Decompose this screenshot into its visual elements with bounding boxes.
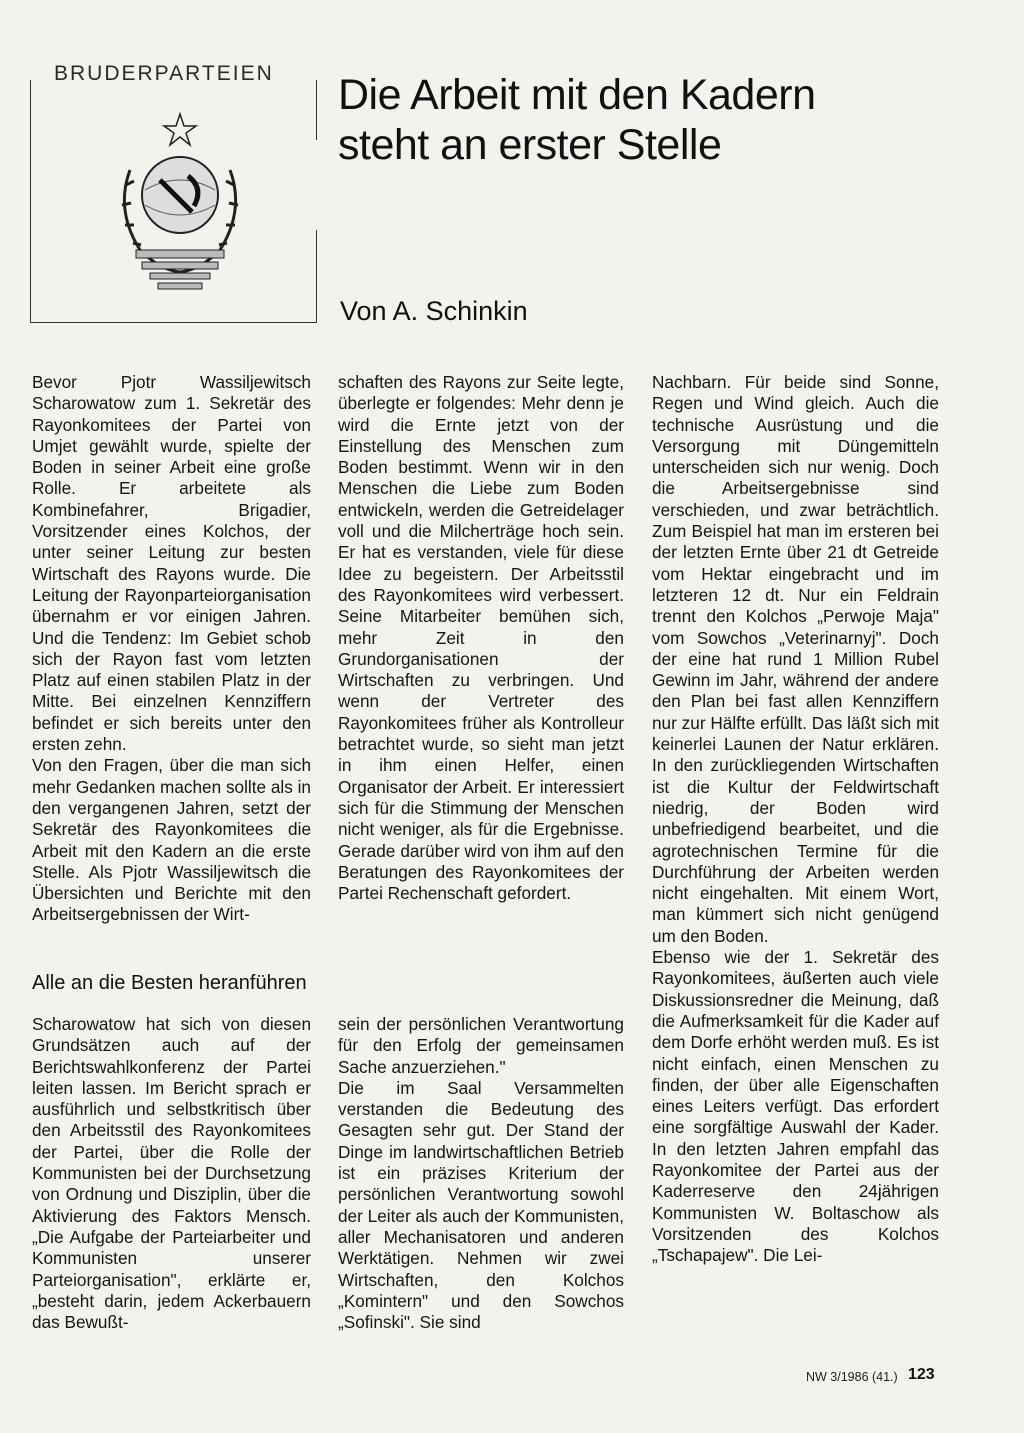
headline-line-1: Die Arbeit mit den Kadern [338,71,816,119]
issue-label: NW 3/1986 (41.) [806,1370,898,1384]
page-number: 123 [908,1366,935,1383]
section-label: BRUDERPARTEIEN [50,62,278,86]
headline-line-2: steht an erster Stelle [338,121,722,169]
byline: Von A. Schinkin [340,296,528,326]
paragraph: Nachbarn. Für beide sind Sonne, Regen und Wind gleich. Auch die technische Ausrüstung und die Versorgung mit Düngemitteln unterscheiden sich nur wenig. Doch die Arbeitsergebnisse sind verschieden, und zwar beträchtlich. Zum Beispiel hat man im ersteren bei der letzten Ernte über 21 dt Getreide vom Hektar eingebracht und im letzteren 12 dt. Nur ein Feldrain trennt den Kolchos „Perwoje Maja" vom Sowchos „Veterinarnyj". Doch der eine hat rund 1 Million Rubel Gewinn im Jahr, während der andere den Plan bei fast allen Kennziffern nur zur Hälfte erfüllt. Das läßt sich mit keinerlei Launen der Natur erklären. In den zurückliegenden Wirtschaften ist die Kultur der Feldwirtschaft niedrig, der Boden wird unbefriedigend bearbeitet, und die agrotechnischen Termine für die Durchführung der Arbeiten werden nicht eingehalten. Mit einem Wort, man kümmert sich nicht genügend um den Boden. [652,372,939,946]
column-2-lower [338,1014,624,1333]
column-3 [652,372,939,1266]
frame-edge [316,80,317,140]
column-1-lower [32,1014,311,1333]
paragraph: Ebenso wie der 1. Sekretär des Rayonkomitees, äußerten auch viele Diskussionsredner die Meinung, daß die Aufmerksamkeit für die Kader auf dem Dorfe erhöht werden muß. Es ist nicht einfach, einen Menschen zu finden, der über alle Eigenschaften eines Leiters verfügt. Das erfordert eine sorgfältige Auswahl der Kader. In den letzten Jahren empfahl das Rayonkomitee der Partei aus der Kaderreserve den 24jährigen Kommunisten W. Boltaschow als Vorsitzenden des Kolchos „Tschapajew". Die Lei- [652,947,939,1266]
paragraph: Scharowatow hat sich von diesen Grundsätzen auch auf der Berichtswahlkonferenz der Partei leiten lassen. Im Bericht sprach er ausführlich und selbstkritisch über den Arbeitsstil des Rayonkomitees der Partei, über die Rolle der Kommunisten bei der Durchsetzung von Ordnung und Disziplin, über die Aktivierung des Faktors Mensch. „Die Aufgabe der Parteiarbeiter und Kommunisten unserer Parteiorganisation", erklärte er, „besteht darin, jedem Ackerbauern das Bewußt- [32,1014,311,1333]
paragraph: Bevor Pjotr Wassiljewitsch Scharowatow zum 1. Sekretär des Rayonkomitees der Partei von Umjet gewählt wurde, spielte der Boden in seiner Arbeit eine große Rolle. Er arbeitete als Kombinefahrer, Brigadier, Vorsitzender eines Kolchos, der unter seiner Leitung zur besten Wirtschaft des Rayons wurde. Die Leitung der Rayonparteiorganisation übernahm er vor einigen Jahren. Und die Tendenz: Im Gebiet schob sich der Rayon fast vom letzten Platz auf einen stabilen Platz in der Mitte. Bei einzelnen Kennziffern befindet er sich bereits unter den ersten zehn. [32,372,311,755]
paragraph: Die im Saal Versammelten verstanden die Bedeutung des Gesagten sehr gut. Der Stand der Dinge im landwirtschaftlichen Betrieb ist ein präzises Kriterium der persönlichen Verantwortung sowohl der Leiter als auch der Kommunisten, aller Mechanisatoren und anderen Werktätigen. Nehmen wir zwei Wirtschaften, den Kolchos „Komintern" und den Sowchos „Sofinski". Sie sind [338,1077,624,1333]
paragraph: schaften des Rayons zur Seite legte, überlegte er folgendes: Mehr denn je wird die Ernte jetzt von der Einstellung des Menschen zum Boden bestimmt. Wenn wir in den Menschen die Liebe zum Boden entwickeln, werden die Getreidelager voll und die Milcherträge hoch sein. Er hat es verstanden, viele für diese Idee zu begeistern. Der Arbeitsstil des Rayonkomitees wird verbessert. Seine Mitarbeiter bemühen sich, mehr Zeit in den Grundorganisationen der Wirtschaften zu verbringen. Und wenn der Vertreter des Rayonkomitees früher als Kontrolleur betrachtet wurde, so sieht man jetzt in ihm einen Helfer, einen Organisator der Arbeit. Er interessiert sich für die Stimmung der Menschen nicht weniger, als für die Ergebnisse. Gerade darüber wird von ihm auf den Beratungen des Rayonkomitees der Partei Rechenschaft gefordert. [338,372,624,904]
article-headline [338,70,938,170]
column-1 [32,372,311,926]
paragraph: Von den Fragen, über die man sich mehr Gedanken machen sollte als in den vergangenen Jahren, setzt der Sekretär des Rayonkomitees die Arbeit mit den Kadern an die erste Stelle. Als Pjotr Wassiljewitsch die Übersichten und Berichte mit den Arbeitsergebnissen der Wirt- [32,755,311,925]
subheading: Alle an die Besten heranführen [32,972,307,994]
frame-edge [316,230,317,322]
paragraph: sein der persönlichen Verantwortung für den Erfolg der gemeinsamen Sache anzuerziehen." [338,1014,624,1077]
soviet-state-emblem-icon [100,110,260,300]
column-2 [338,372,624,904]
